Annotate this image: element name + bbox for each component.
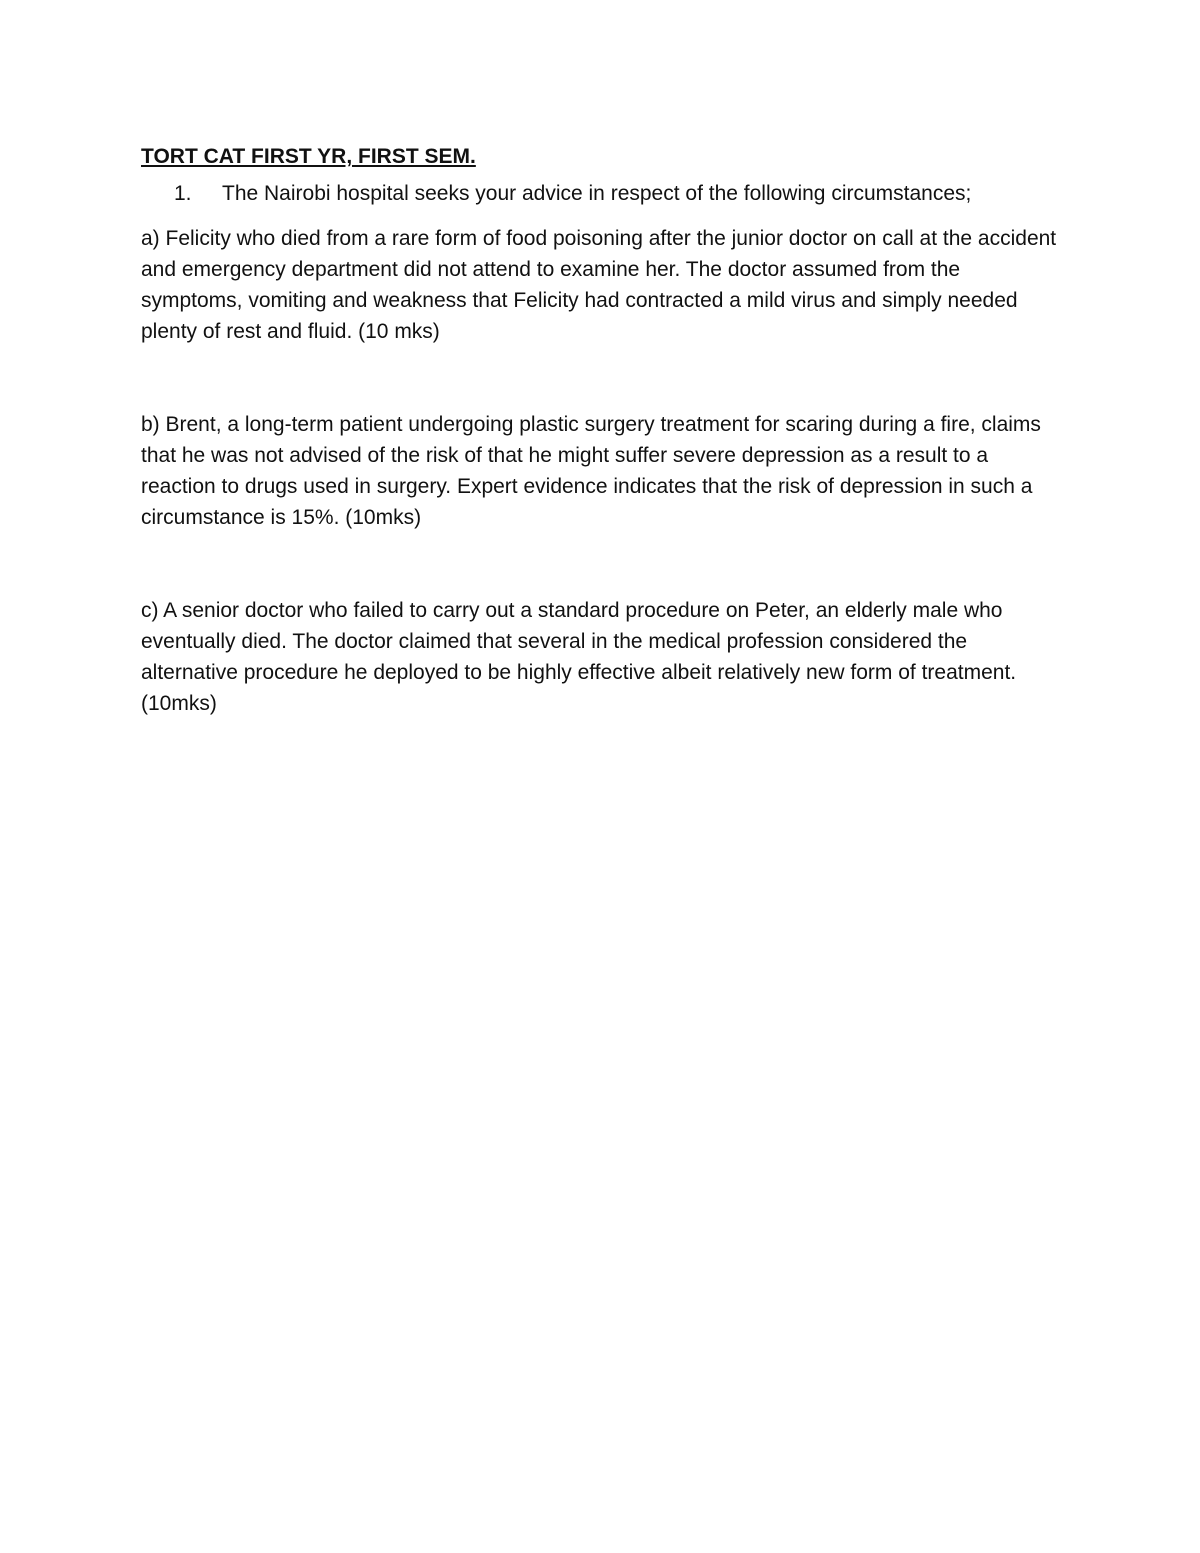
document-content	[141, 141, 1061, 719]
question-1	[141, 178, 1061, 209]
question-text: The Nairobi hospital seeks your advice in respect of the following circumstances;	[222, 182, 972, 205]
item-b: b) Brent, a long-term patient undergoing plastic surgery treatment for scaring during a fire, claims that he was not advised of the risk of that he might suffer severe depression as a result to a reaction to drugs used in surgery. Expert evidence indicates that the risk of depression in such a circumstance is 15%. (10mks)	[141, 413, 1041, 529]
spacer	[141, 347, 1061, 409]
item-c: c) A senior doctor who failed to carry out a standard procedure on Peter, an elderly male who eventually died. The doctor claimed that several in the medical profession considered the alternative procedure he deployed to be highly effective albeit relatively new form of treatment. (10mks)	[141, 599, 1017, 715]
spacer	[141, 533, 1061, 595]
document-title: TORT CAT FIRST YR, FIRST SEM.	[141, 145, 476, 168]
item-a: a) Felicity who died from a rare form of food poisoning after the junior doctor on call at the accident and emergency department did not attend to examine her. The doctor assumed from the symptoms, vomiting and weakness that Felicity had contracted a mild virus and simply needed plenty of rest and fluid. (10 mks)	[141, 227, 1057, 343]
question-number: 1.	[174, 182, 192, 205]
